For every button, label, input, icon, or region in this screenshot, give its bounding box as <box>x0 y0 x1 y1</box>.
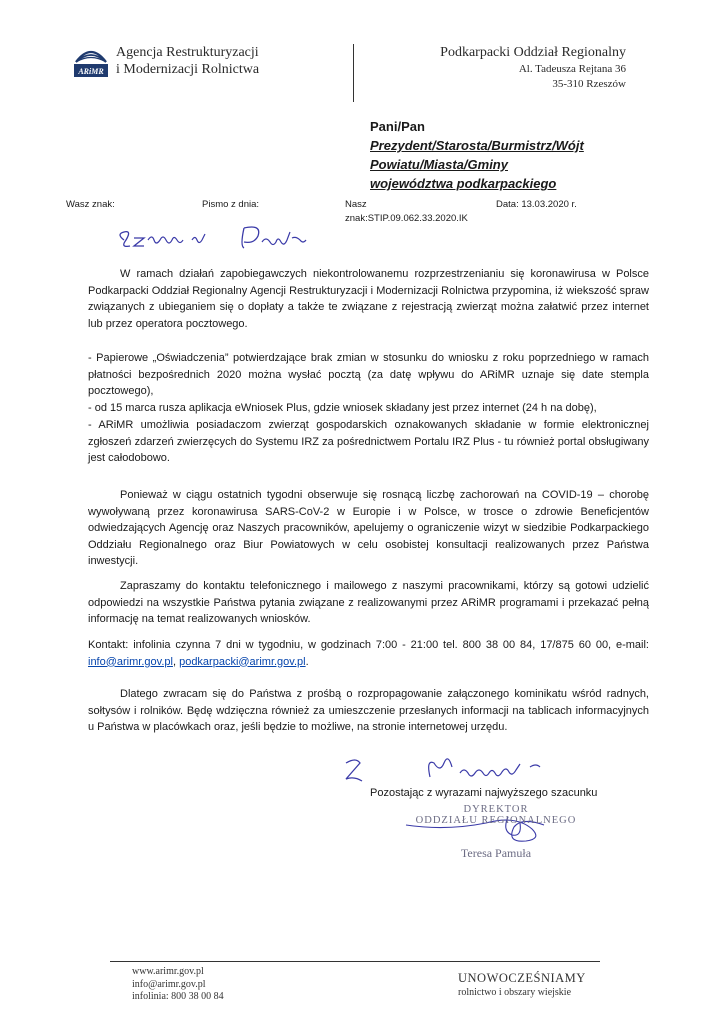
contact-text: Kontakt: infolinia czynna 7 dni w tygodniu, w godzinach 7:00 - 21:00 tel. 800 38 00 84, 17/875 60 00, e-mail: <box>88 639 649 651</box>
paragraph-contact-invite: Zapraszamy do kontaktu telefonicznego i mailowego z naszymi pracownikami, którzy są gotowi udzielić odpowiedzi na wszystkie Państwa pytania związane z realizowanymi przez ARiMR programami i przekazać pełną informację na temat realizowanych wniosków. <box>88 580 649 625</box>
slogan-sub: rolnictwo i obszary wiejskie <box>458 987 572 998</box>
stamp-title-line1: DYREKTOR <box>463 804 529 815</box>
our-reference-value: znak:STIP.09.062.33.2020.IK <box>345 213 468 224</box>
paragraph-covid: Ponieważ w ciągu ostatnich tygodni obserwuje się rosnącą liczbę zachorowań na COVID-19 – chorobę wywoływaną przez koronawirusa SARS-CoV-2 w Europie i w Polsce, w trosce o zdrowie Beneficjentów odwiedzających Agencję oraz Naszych pracowników, apelujemy o ograniczenie wizyt w siedzibie Podkarpackiego Oddziału Regionalnego oraz Biur Powiatowych w celu osobistej konsultacji realizowanych przez Państwa inwestycji. <box>88 489 649 567</box>
email-link-podkarpacki[interactable]: podkarpacki@arimr.gov.pl <box>179 655 306 668</box>
slogan-main: UNOWOCZEŚNIAMY <box>458 971 586 985</box>
letter-date-label: Pismo z dnia: <box>202 199 260 210</box>
addressee-line2: Prezydent/Starosta/Burmistrz/Wójt <box>370 138 584 153</box>
addressee-line1: Pani/Pan <box>370 119 425 134</box>
addressee-line4: województwa podkarpackiego <box>370 176 557 191</box>
footer-hotline: infolinia: 800 38 00 84 <box>132 991 224 1002</box>
office-name: Podkarpacki Oddział Regionalny <box>440 45 626 60</box>
agency-name-line2: i Modernizacji Rolnictwa <box>116 62 260 77</box>
bullet-paper-declarations: - Papierowe „Oświadczenia” potwierdzające brak zmian w stosunku do wniosku z roku poprzedniego w ramach płatności bezpośrednich 2020 można wysłać pocztą (za datę wpływu do ARiMR uznaje się date stempla pocztowego), <box>88 352 649 397</box>
footer-slogan <box>458 970 586 999</box>
signature-stamp <box>396 804 596 826</box>
stamp-title-line2: ODDZIAŁU REGIONALNEGO <box>415 815 577 826</box>
header-divider <box>353 44 354 102</box>
bullet-ewniosek: - od 15 marca rusza aplikacja eWniosek Plus, gdzie wniosek składany jest przez internet (24 h na dobę), <box>88 402 597 414</box>
logo-text: ARiMR <box>78 67 104 76</box>
office-address <box>440 44 626 92</box>
handwritten-greeting <box>112 218 332 258</box>
contact-info: Kontakt: infolinia czynna 7 dni w tygodniu, w godzinach 7:00 - 21:00 tel. 800 38 00 84, 17/875 60 00, e-mail: info@arimr.gov.pl, podkarpacki@arimr.gov.pl. <box>88 639 649 668</box>
email-link-info[interactable]: info@arimr.gov.pl <box>88 655 173 668</box>
footer-divider <box>110 961 600 962</box>
addressee-block <box>370 117 584 193</box>
addressee-line3: Powiatu/Miasta/Gminy <box>370 157 508 172</box>
closing-text: Pozostając z wyrazami najwyższego szacunku <box>370 787 598 799</box>
office-street: Al. Tadeusza Rejtana 36 <box>518 63 626 75</box>
our-reference-label: Nasz <box>345 199 367 210</box>
footer-website: www.arimr.gov.pl <box>132 966 204 977</box>
handwritten-closing <box>340 753 600 789</box>
our-reference <box>345 198 468 226</box>
agency-name-line1: Agencja Restrukturyzacji <box>116 45 259 60</box>
stamp-name: Teresa Pamuła <box>460 846 532 860</box>
paragraph-intro: W ramach działań zapobiegawczych niekontrolowanemu rozprzestrzenianiu się koronawirusa w Polsce Podkarpacki Oddział Regionalny Agencji Restrukturyzacji i Modernizacji Rolnictwa przypomina, iż wiekszość spraw związanych z ubieganiem się o dopłaty a także te związane z rejestracją zwierząt można załatwić przez internet lub przez operatora pocztowego. <box>88 268 649 330</box>
footer-contacts <box>132 966 224 1004</box>
arimr-logo <box>72 40 110 80</box>
your-reference-label: Wasz znak: <box>66 199 115 210</box>
footer-email: info@arimr.gov.pl <box>132 978 206 990</box>
letter-date: Data: 13.03.2020 r. <box>496 199 577 210</box>
office-city: 35-310 Rzeszów <box>552 78 626 90</box>
paragraph-request: Dlatego zwracam się do Państwa z prośbą o rozpropagowanie załączonego kominikatu wśród radnych, sołtysów i rolników. Będę wdzięczna również za umieszczenie przesłanych informacji na tablicach informacyjnych u Państwa w placówkach oraz, jeśli będzie to możliwe, na stronie internetowej urzędu. <box>88 688 649 733</box>
agency-name <box>116 44 259 78</box>
bullet-irz-plus: - ARiMR umożliwia posiadaczom zwierząt gospodarskich oznakowanych składanie w formie elektronicznej zgłoszeń zdarzeń zwierzęcych do Systemu IRZ za pośrednictwem Portalu IRZ Plus - tu również portal obsługiwany jest całodobowo. <box>88 419 649 464</box>
